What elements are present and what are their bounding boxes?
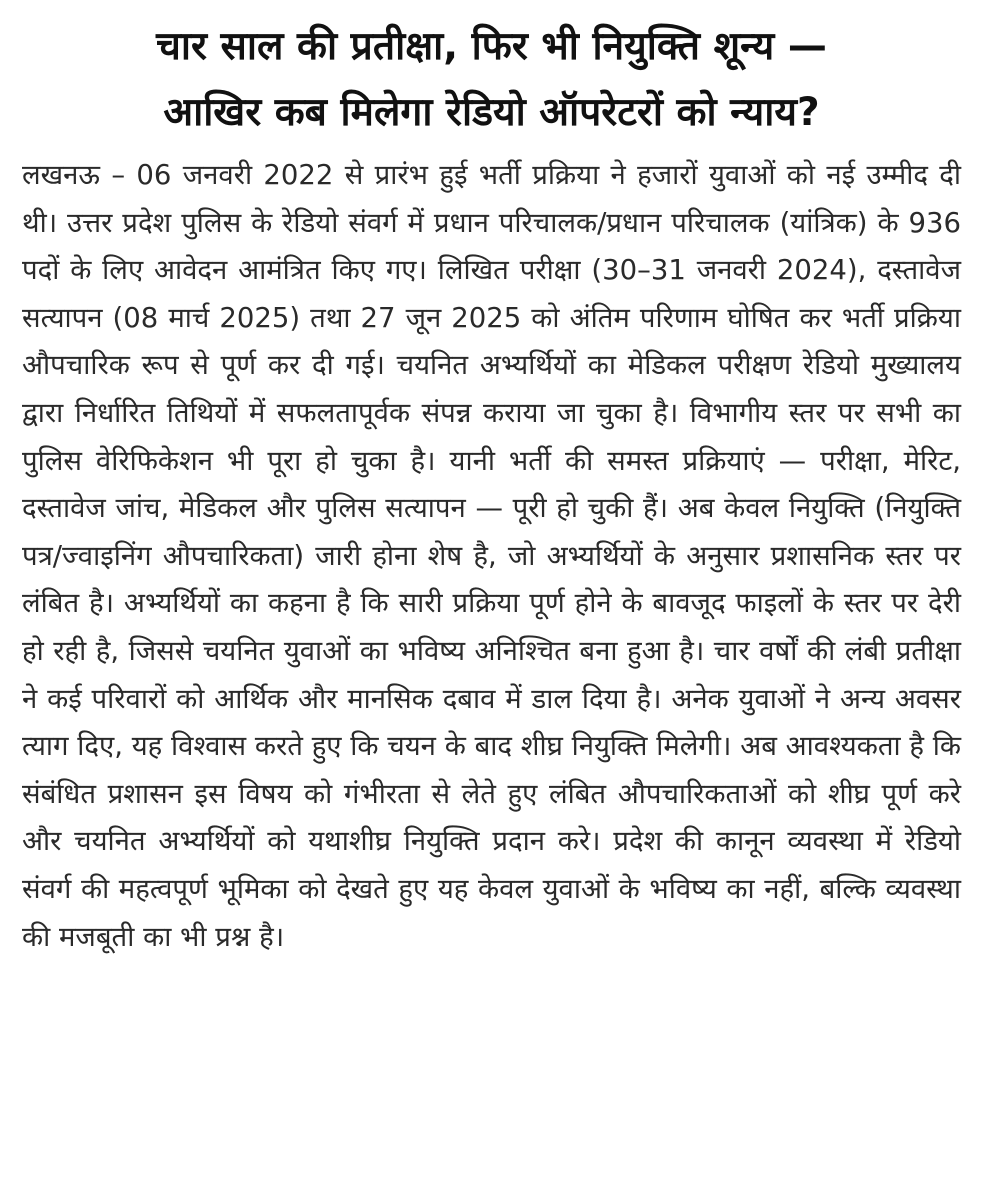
article-body: लखनऊ – 06 जनवरी 2022 से प्रारंभ हुई भर्ती प्रक्रिया ने हजारों युवाओं को नई उम्मीद दी थी। उत्तर प्रदेश पुलिस के रेडियो संवर्ग में प्रधान परिचालक/प्रधान परिचालक (यांत्रिक) के 936 पदों के लिए आवेदन आमंत्रित किए गए। लिखित परीक्षा (30–31 जनवरी 2024), दस्तावेज सत्यापन (08 मार्च 2025) तथा 27 जून 2025 को अंतिम परिणाम घोषित कर भर्ती प्रक्रिया औपचारिक रूप से पूर्ण कर दी गई। चयनित अभ्यर्थियों का मेडिकल परीक्षण रेडियो मुख्यालय द्वारा निर्धारित तिथियों में सफलतापूर्वक संपन्न कराया जा चुका है। विभागीय स्तर पर सभी का पुलिस वेरिफिकेशन भी पूरा हो चुका है। यानी भर्ती की समस्त प्रक्रियाएं — परीक्षा, मेरिट, दस्तावेज जांच, मेडिकल और पुलिस सत्यापन — पूरी हो चुकी हैं। अब केवल नियुक्ति (नियुक्ति पत्र/ज्वाइनिंग औपचारिकता) जारी होना शेष है, जो अभ्यर्थियों के अनुसार प्रशासनिक स्तर पर लंबित है। अभ्यर्थियों का कहना है कि सारी प्रक्रिया पूर्ण होने के बावजूद फाइलों के स्तर पर देरी हो रही है, जिससे चयनित युवाओं का भविष्य अनिश्चित बना हुआ है। चार वर्षों की लंबी प्रतीक्षा ने कई परिवारों को आर्थिक और मानसिक दबाव में डाल दिया है। अनेक युवाओं ने अन्य अवसर त्याग दिए, यह विश्वास करते हुए कि चयन के बाद शीघ्र नियुक्ति मिलेगी। अब आवश्यकता है कि संबंधित प्रशासन इस विषय को गंभीरता से लेते हुए लंबित औपचारिकताओं को शीघ्र पूर्ण करे और चयनित अभ्यर्थियों को यथाशीघ्र नियुक्ति प्रदान करे। प्रदेश की कानून व्यवस्था में रेडियो संवर्ग की महत्वपूर्ण भूमिका को देखते हुए यह केवल युवाओं के भविष्य का नहीं, बल्कि व्यवस्था की मजबूती का भी प्रश्न है। — [22, 159, 961, 953]
headline-line-1: चार साल की प्रतीक्षा, फिर भी नियुक्ति शून्य — — [156, 24, 827, 69]
headline-line-2: आखिर कब मिलेगा रेडियो ऑपरेटरों को न्याय? — [163, 90, 820, 135]
article-headline — [22, 14, 961, 146]
